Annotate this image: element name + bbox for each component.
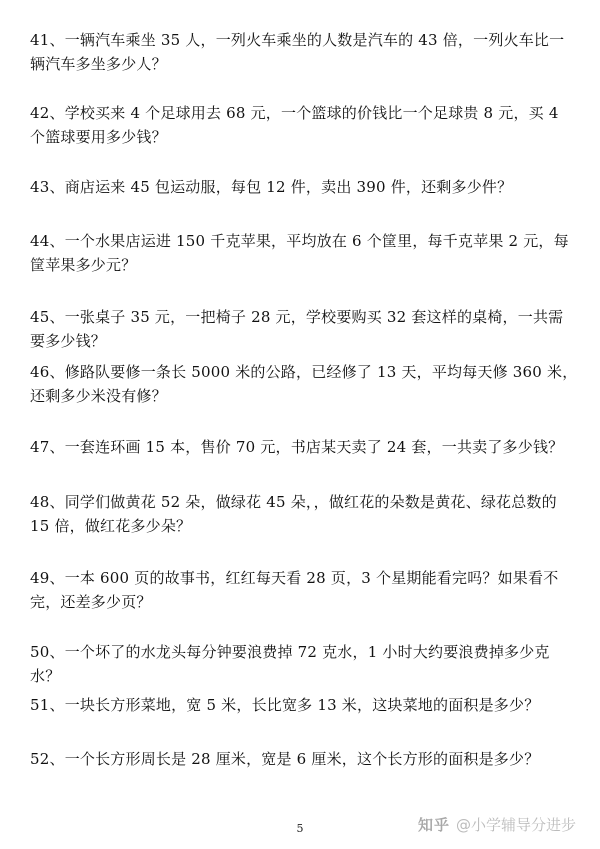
problem-48 [30, 490, 578, 538]
watermark [418, 813, 576, 835]
problem-45 [30, 305, 578, 353]
problem-number: 45、 [30, 308, 65, 326]
problem-52 [30, 747, 578, 771]
problem-text: 学校买来 4 个足球用去 68 元，一个篮球的价钱比一个足球贵 8 元，买 4 个篮球要用多少钱？ [30, 104, 559, 146]
problem-number: 50、 [30, 643, 65, 661]
problem-41 [30, 28, 578, 76]
problem-text: 商店运来 45 包运动服，每包 12 件，卖出 390 件，还剩多少件？ [64, 178, 513, 196]
problem-number: 43、 [30, 178, 65, 196]
problem-number: 41、 [30, 31, 65, 49]
problem-text: 一本 600 页的故事书，红红每天看 28 页，3 个星期能看完吗？如果看不完，还差多少页？ [30, 569, 559, 611]
problem-text: 一个长方形周长是 28 厘米，宽是 6 厘米，这个长方形的面积是多少？ [64, 750, 540, 768]
problem-text: 一个坏了的水龙头每分钟要浪费掉 72 克水，1 小时大约要浪费掉多少克水？ [30, 643, 550, 685]
problem-text: 一张桌子 35 元，一把椅子 28 元，学校要购买 32 套这样的桌椅，一共需要多少钱？ [30, 308, 564, 350]
problem-44 [30, 229, 578, 277]
problem-text: 一辆汽车乘坐 35 人，一列火车乘坐的人数是汽车的 43 倍，一列火车比一辆汽车多坐多少人？ [30, 31, 565, 73]
problem-text: 一套连环画 15 本，售价 70 元，书店某天卖了 24 套，一共卖了多少钱？ [64, 438, 564, 456]
problem-51 [30, 693, 578, 717]
problem-46 [30, 360, 578, 408]
problem-49 [30, 566, 578, 614]
problem-number: 42、 [30, 104, 65, 122]
problem-number: 44、 [30, 232, 65, 250]
problem-number: 47、 [30, 438, 65, 456]
problem-number: 51、 [30, 696, 65, 714]
watermark-handle: @小学辅导分进步 [456, 815, 577, 834]
problem-42 [30, 101, 578, 149]
problem-number: 46、 [30, 363, 65, 381]
watermark-brand: 知乎 [418, 815, 451, 834]
problem-43 [30, 175, 578, 199]
problem-number: 52、 [30, 750, 65, 768]
page-number: 5 [296, 822, 304, 835]
problem-50 [30, 640, 578, 688]
problem-number: 49、 [30, 569, 65, 587]
problem-text: 一块长方形菜地，宽 5 米，长比宽多 13 米，这块菜地的面积是多少？ [64, 696, 540, 714]
problem-number: 48、 [30, 493, 65, 511]
problem-47 [30, 435, 578, 459]
problem-text: 一个水果店运进 150 千克苹果，平均放在 6 个筐里，每千克苹果 2 元，每筐苹果多少元？ [30, 232, 569, 274]
problem-text: 同学们做黄花 52 朵，做绿花 45 朵，，做红花的朵数是黄花、绿花总数的 15 倍，做红花多少朵？ [30, 493, 557, 535]
problem-text: 修路队要修一条长 5000 米的公路，已经修了 13 天，平均每天修 360 米，还剩多少米没有修？ [30, 363, 578, 405]
